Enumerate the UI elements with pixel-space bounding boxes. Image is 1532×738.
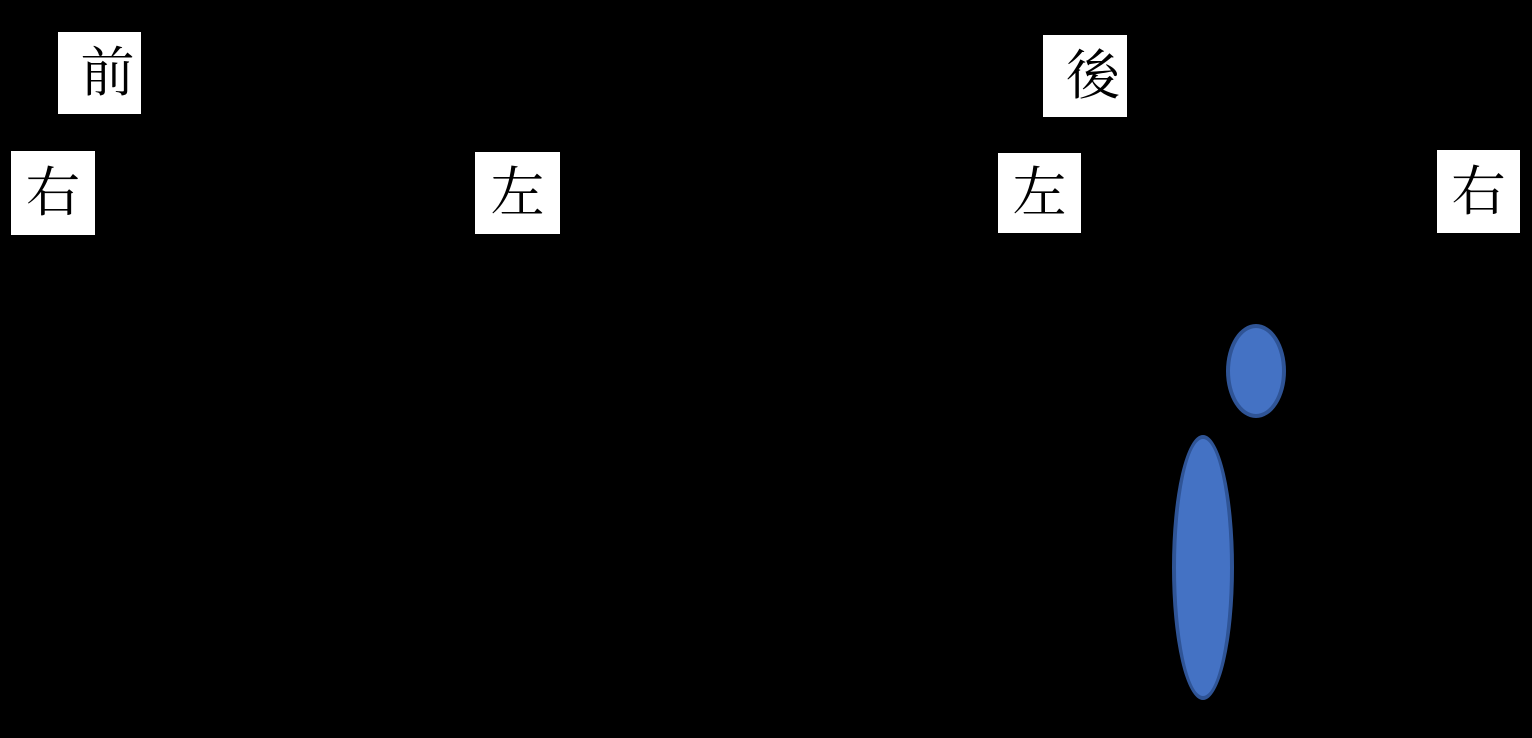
label-left-front-view-text: 左	[490, 163, 545, 223]
label-back-text: 後	[1066, 46, 1120, 106]
label-left-back-view-text: 左	[1012, 163, 1067, 223]
person-head-ellipse	[1226, 324, 1286, 418]
label-left-front-view	[475, 152, 560, 234]
label-right-back-view-text: 右	[1451, 161, 1506, 222]
label-back	[1043, 35, 1127, 117]
label-right-front-view-text: 右	[26, 163, 80, 223]
label-left-back-view	[998, 153, 1081, 233]
person-body-ellipse	[1172, 435, 1234, 700]
label-front	[58, 32, 141, 114]
label-front-text: 前	[80, 43, 135, 103]
label-right-back-view	[1437, 150, 1520, 233]
label-right-front-view	[11, 151, 95, 235]
